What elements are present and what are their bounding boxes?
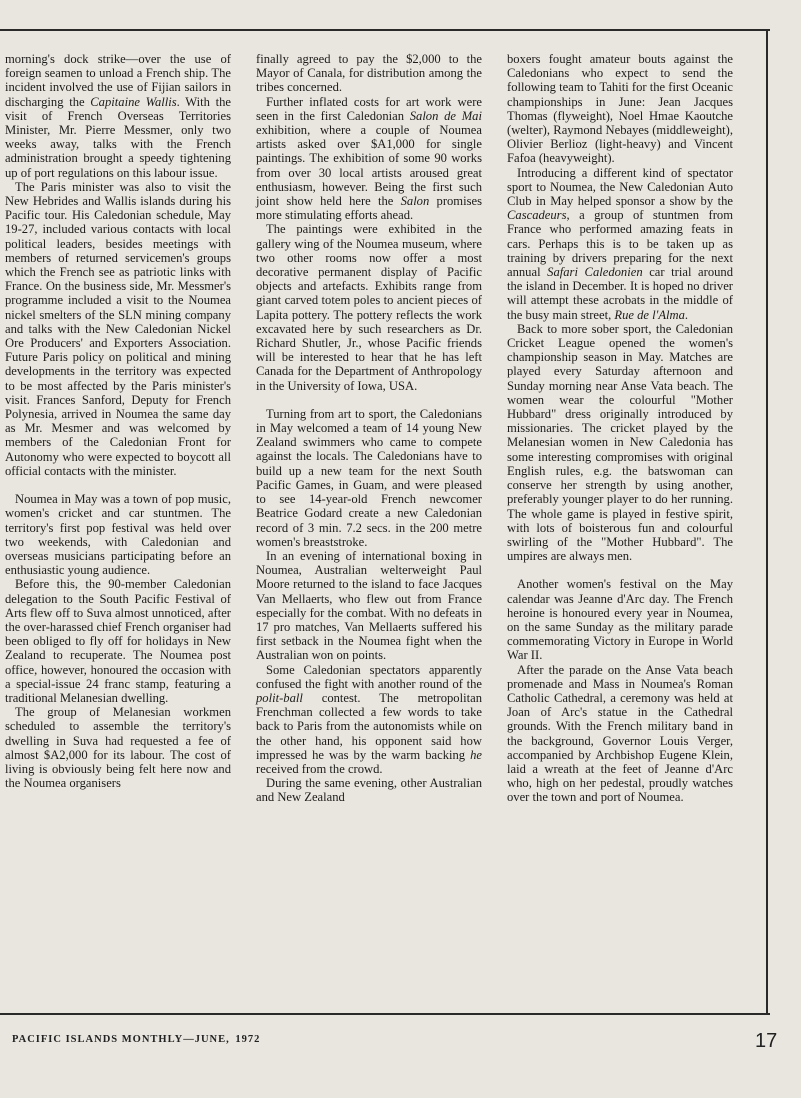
text: Further inflated costs for art work were seen in the first Caledonian bbox=[256, 94, 482, 123]
running-footer bbox=[12, 1034, 260, 1045]
paragraph: In an evening of international boxing in Noumea, Australian welterweight Paul Moore returned to the island to face Jacques Van Mellaerts, who flew out from France especially for the combat. With no defeats in 17 pro matches, Van Mellaerts suffered his first setback in the Noumea fight when the Australian won on points. bbox=[256, 548, 482, 663]
column-1 bbox=[5, 52, 231, 790]
publication-year: 1972 bbox=[235, 1034, 261, 1045]
text: Some Caledonian spectators apparently confused the fight with another round of the bbox=[256, 662, 482, 691]
emphasis: he bbox=[470, 747, 482, 762]
paragraph: boxers fought amateur bouts against the Caledonians who expect to send the following team to Tahiti for the first Oceanic championships in June: Jean Jacques Thomas (flyweight), Noel Hmae Kaoutche (welter), Raymond Nebayes (middleweight), Olivier Berlioz (light-heavy) and Vincent Fafoa (heavyweight). bbox=[507, 52, 733, 166]
paragraph bbox=[507, 166, 733, 322]
text: morning's dock strike—over the use of foreign seamen to unload a French ship. The incident involved the use of Fijian sailors in discharging the bbox=[5, 52, 231, 109]
paragraph: Another women's festival on the May calendar was Jeanne d'Arc day. The French heroine is honoured every year in Noumea, on the same Sunday as the military parade commemorating Victory in Europe in World War II. bbox=[507, 577, 733, 663]
column-3 bbox=[507, 52, 733, 805]
group-name: Cascadeurs bbox=[507, 208, 567, 223]
text: , a group of stuntmen from France who performed amazing feats in cars. Perhaps this is to be taken up as training by drivers preparing for the next annual bbox=[507, 208, 733, 280]
paragraph bbox=[5, 52, 231, 180]
exhibition-name: Salon bbox=[400, 194, 430, 209]
exhibition-name: Salon de Mai bbox=[409, 108, 482, 123]
text: . With the visit of French Overseas Territories Minister, Mr. Pierre Messmer, only two weeks away, talks with the French administration brought a speedy tightening up of port regulations on this labour issue. bbox=[5, 94, 232, 180]
contest-name: polit-ball bbox=[256, 690, 303, 705]
text: contest. The metropolitan Frenchman collected a few words to take back to Paris from the autonomists while on the other hand, his opponent said how impressed he was by the warm backing bbox=[256, 690, 482, 762]
event-name: Safari Caledonien bbox=[547, 265, 643, 280]
paragraph bbox=[256, 663, 482, 777]
ship-name: Capitaine Wallis bbox=[90, 94, 177, 109]
column-2 bbox=[256, 52, 482, 805]
paragraph: The paintings were exhibited in the gallery wing of the Noumea museum, where two other rooms now offer a most decorative permanent display of Pacific objects and artefacts. Exhibits range from giant carved totem poles to ancient pieces of Lapita pottery. The pottery reflects the work excavated here by such researchers as Dr. Richard Shutler, Jr., whose Pacific friends will be interested to hear that he has left Canada for the Department of Anthropology in the University of Iowa, USA. bbox=[256, 222, 482, 393]
text: Introducing a different kind of spectator sport to Noumea, the New Caledonian Auto Club in May helped sponsor a show by the bbox=[507, 165, 733, 209]
top-rule bbox=[0, 29, 770, 31]
page-number: 17 bbox=[755, 1030, 778, 1052]
text: . bbox=[684, 307, 689, 322]
paragraph: Noumea in May was a town of pop music, women's cricket and car stuntmen. The territory's first pop festival was held over two weekends, with Caledonian and overseas musicians participating before an enthusiastic young audience. bbox=[5, 492, 231, 578]
paragraph: After the parade on the Anse Vata beach promenade and Mass in Noumea's Roman Catholic Cathedral, a ceremony was held at Joan of Arc's statue in the Cathedral grounds. With the French military band in the background, Governor Louis Verger, accompanied by Archbishop Eugene Klein, laid a wreath at the feet of Jeanne d'Arc who, high on her pedestal, proudly watches over the town and port of Noumea. bbox=[507, 662, 733, 805]
article-body bbox=[0, 52, 770, 1007]
paragraph: Back to more sober sport, the Caledonian Cricket League opened the women's championship season in May. Matches are played every Saturday afternoon and Sunday morning near Anse Vata beach. The women wear the colourful "Mother Hubbard" dress originally introduced by missionaries. The cricket played by the Melanesian women in New Caledonia has some interesting compromises with original English rules, e.g. the batswoman can conserve her strength by using another, preferably younger player to do her running. The whole game is played in festive spirit, with lots of boisterous fun and colourful swirling of the "Mother Hubbard". The umpires are always men. bbox=[507, 321, 733, 564]
text: exhibition, where a couple of Noumea artists asked over $A1,000 for single paintings. The exhibition of some 90 works from over 30 local artists aroused great enthusiasm, however. Being the first such joint show held here the bbox=[256, 123, 482, 209]
paragraph: finally agreed to pay the $2,000 to the Mayor of Canala, for distribution among the tribes concerned. bbox=[256, 52, 482, 95]
text: received from the crowd. bbox=[256, 761, 383, 776]
paragraph: During the same evening, other Australian and New Zealand bbox=[256, 776, 482, 805]
text: car trial around the island in December. It is hoped no driver will attempt these acrobats in the middle of the busy main street, bbox=[507, 265, 734, 322]
paragraph: Turning from art to sport, the Caledonians in May welcomed a team of 14 young New Zealand swimmers who came to compete against the locals. The Caledonians have to build up a new team for the next South Pacific Games, in Guam, and were pleased to see 14-year-old French newcomer Beatrice Godard create a new Caledonian record of 3 min. 7.2 secs. in the 200 metre women's breaststroke. bbox=[256, 406, 482, 549]
publication-title: PACIFIC ISLANDS MONTHLY—JUNE, bbox=[12, 1034, 230, 1045]
text: promises more stimulating efforts ahead. bbox=[256, 194, 482, 223]
paragraph bbox=[256, 95, 482, 223]
paragraph: Before this, the 90-member Caledonian delegation to the South Pacific Festival of Arts flew off to Suva almost unnoticed, after the over-harassed chief French organiser had been obliged to fly off for holidays in New Zealand to recuperate. The Noumea post office, however, honoured the occasion with a special-issue 24 franc stamp, featuring a traditional Melanesian dwelling. bbox=[5, 577, 231, 705]
paragraph: The Paris minister was also to visit the New Hebrides and Wallis islands during his Pacific tour. His Caledonian schedule, May 19-27, included various contacts with local political leaders, besides meetings with members of returned servicemen's groups which the French see as patriotic links with France. On the business side, Mr. Messmer's programme included a visit to the Noumea nickel smelters of the SLN mining company and talks with the New Caledonian Nickel Ore Producers' and Exporters Association. Future Paris policy on political and mining developments in the territory was expected to be most affected by the Paris minister's visit. Frances Sanford, Deputy for French Polynesia, arrived in Noumea the same day as Mr. Mesmer and was welcomed by members of the Caledonian Front for Autonomy who were expected to boycott all official contacts with the minister. bbox=[5, 179, 231, 478]
paragraph: The group of Melanesian workmen scheduled to assemble the territory's dwelling in Suva had requested a fee of almost $A2,000 for its labour. The cost of living is obviously being felt here now and the Noumea organisers bbox=[5, 705, 231, 791]
bottom-rule bbox=[0, 1013, 770, 1015]
street-name: Rue de l'Alma bbox=[614, 307, 685, 322]
